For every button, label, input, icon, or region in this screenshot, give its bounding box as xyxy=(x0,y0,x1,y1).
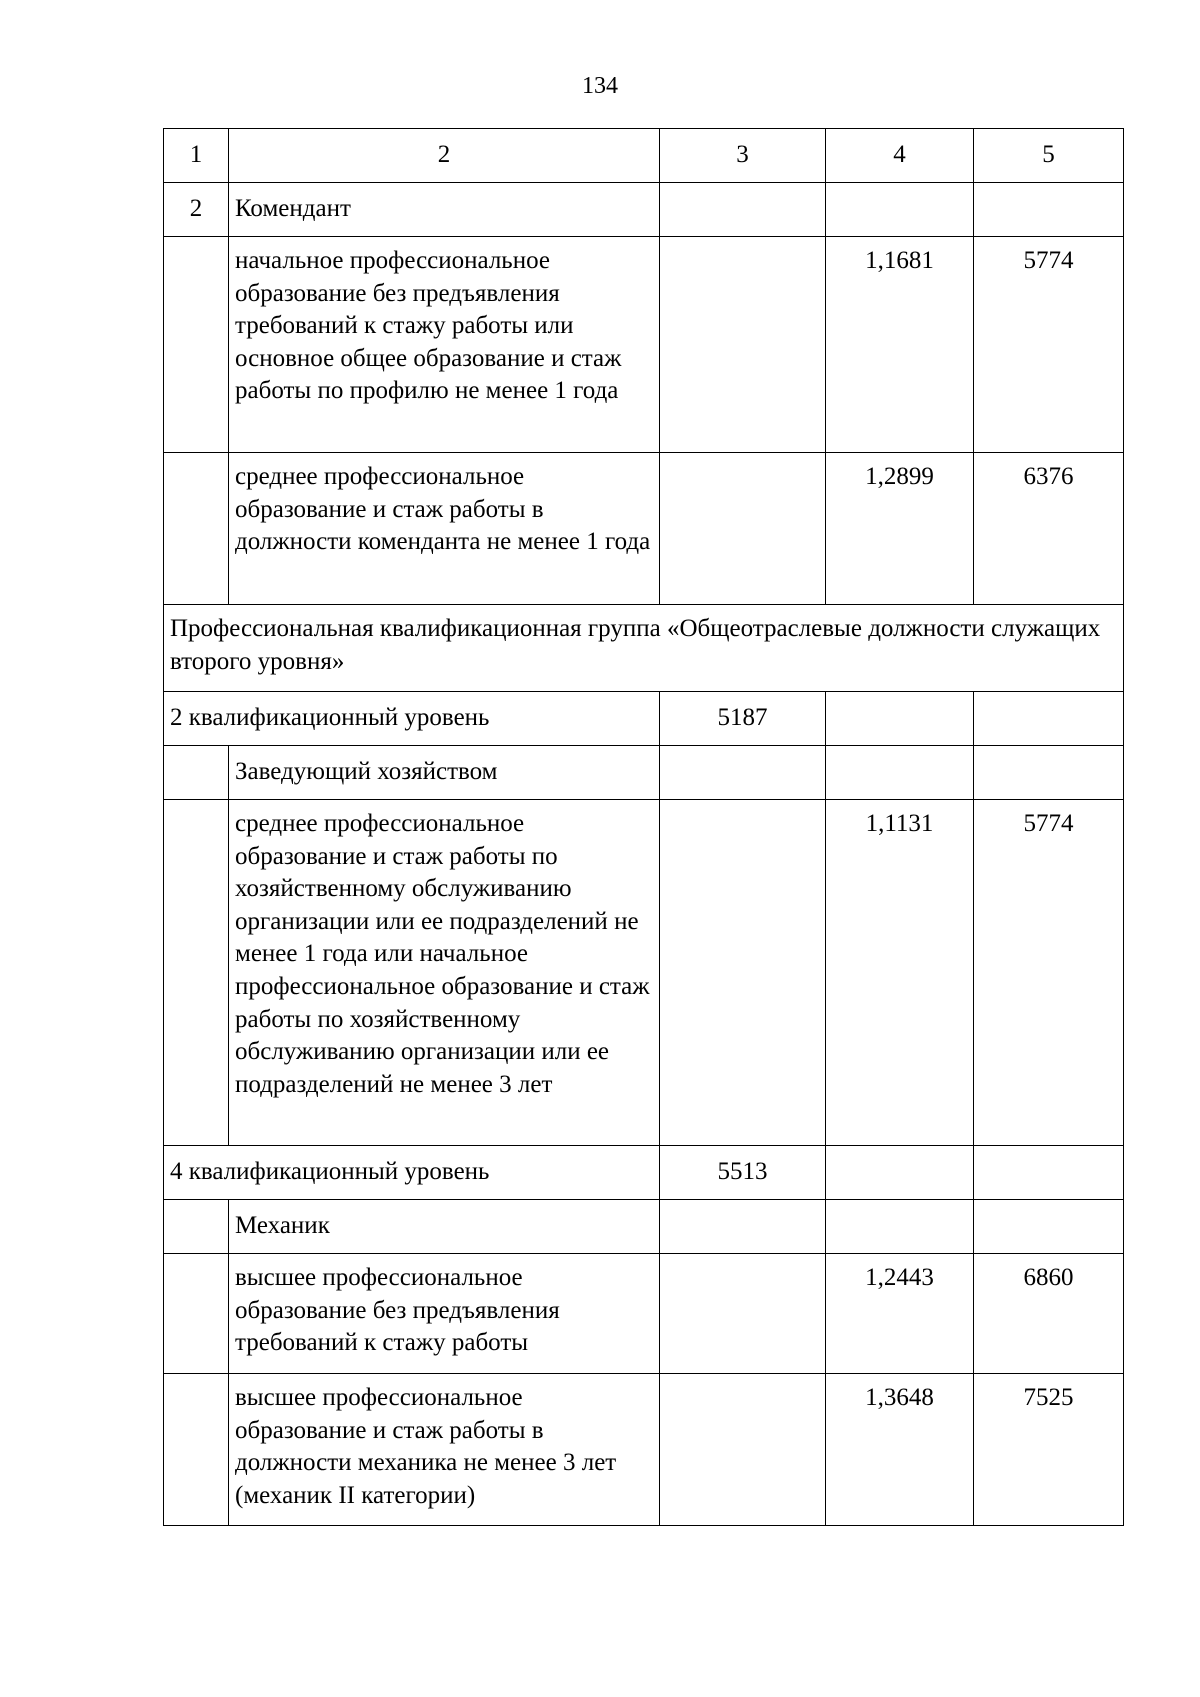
empty-cell xyxy=(974,692,1124,746)
level-title: 2 квалификационный уровень xyxy=(164,692,660,746)
empty-cell xyxy=(660,1254,826,1374)
empty-cell xyxy=(660,183,826,237)
table-row xyxy=(164,1146,1124,1200)
empty-cell xyxy=(660,1200,826,1254)
table-row xyxy=(164,746,1124,800)
requirement-text: высшее профессиональное образование и стаж работы в должности механика не менее 3 лет (механик II категории) xyxy=(229,1374,660,1526)
empty-cell xyxy=(974,1200,1124,1254)
empty-cell xyxy=(660,453,826,605)
empty-cell xyxy=(974,183,1124,237)
empty-cell xyxy=(164,800,229,1146)
empty-cell xyxy=(164,237,229,453)
table-row xyxy=(164,800,1124,1146)
salary-cell: 6860 xyxy=(974,1254,1124,1374)
level-title: 4 квалификационный уровень xyxy=(164,1146,660,1200)
table-row xyxy=(164,183,1124,237)
table-header-row xyxy=(164,129,1124,183)
empty-cell xyxy=(164,1200,229,1254)
empty-cell xyxy=(826,183,974,237)
empty-cell xyxy=(164,453,229,605)
position-title: Заведующий хозяйством xyxy=(229,746,660,800)
table-row xyxy=(164,605,1124,692)
base-salary-cell: 5513 xyxy=(660,1146,826,1200)
empty-cell xyxy=(826,692,974,746)
coefficient-cell: 1,2899 xyxy=(826,453,974,605)
empty-cell xyxy=(164,746,229,800)
empty-cell xyxy=(660,237,826,453)
header-cell-4: 4 xyxy=(826,129,974,183)
table-row xyxy=(164,1200,1124,1254)
requirement-text: высшее профессиональное образование без предъявления требований к стажу работы xyxy=(229,1254,660,1374)
empty-cell xyxy=(826,1146,974,1200)
page-number: 134 xyxy=(582,73,618,99)
empty-cell xyxy=(974,746,1124,800)
table-row xyxy=(164,453,1124,605)
table-row xyxy=(164,237,1124,453)
position-title: Комендант xyxy=(229,183,660,237)
coefficient-cell: 1,2443 xyxy=(826,1254,974,1374)
header-cell-3: 3 xyxy=(660,129,826,183)
empty-cell xyxy=(826,746,974,800)
requirement-text: начальное профессиональное образование без предъявления требований к стажу работы или основное общее образование и стаж работы по профилю не менее 1 года xyxy=(229,237,660,453)
row-number: 2 xyxy=(164,183,229,237)
base-salary-cell: 5187 xyxy=(660,692,826,746)
table-row xyxy=(164,1254,1124,1374)
empty-cell xyxy=(164,1374,229,1526)
qualification-table xyxy=(163,128,1124,1526)
empty-cell xyxy=(660,1374,826,1526)
coefficient-cell: 1,1681 xyxy=(826,237,974,453)
group-title: Профессиональная квалификационная группа «Общеотраслевые должности служащих второго уровня» xyxy=(164,605,1124,692)
requirement-text: среднее профессиональное образование и стаж работы по хозяйственному обслуживанию организации или ее подразделений не менее 1 года или начальное профессиональное образование и стаж работы по хозяйственному обслуживанию организации или ее подразделений не менее 3 лет xyxy=(229,800,660,1146)
empty-cell xyxy=(660,800,826,1146)
table-row xyxy=(164,1374,1124,1526)
position-title: Механик xyxy=(229,1200,660,1254)
header-cell-5: 5 xyxy=(974,129,1124,183)
salary-cell: 5774 xyxy=(974,800,1124,1146)
table-row xyxy=(164,692,1124,746)
empty-cell xyxy=(660,746,826,800)
empty-cell xyxy=(826,1200,974,1254)
coefficient-cell: 1,1131 xyxy=(826,800,974,1146)
salary-cell: 7525 xyxy=(974,1374,1124,1526)
header-cell-1: 1 xyxy=(164,129,229,183)
header-cell-2: 2 xyxy=(229,129,660,183)
empty-cell xyxy=(974,1146,1124,1200)
empty-cell xyxy=(164,1254,229,1374)
salary-cell: 6376 xyxy=(974,453,1124,605)
salary-cell: 5774 xyxy=(974,237,1124,453)
requirement-text: среднее профессиональное образование и стаж работы в должности коменданта не менее 1 года xyxy=(229,453,660,605)
coefficient-cell: 1,3648 xyxy=(826,1374,974,1526)
